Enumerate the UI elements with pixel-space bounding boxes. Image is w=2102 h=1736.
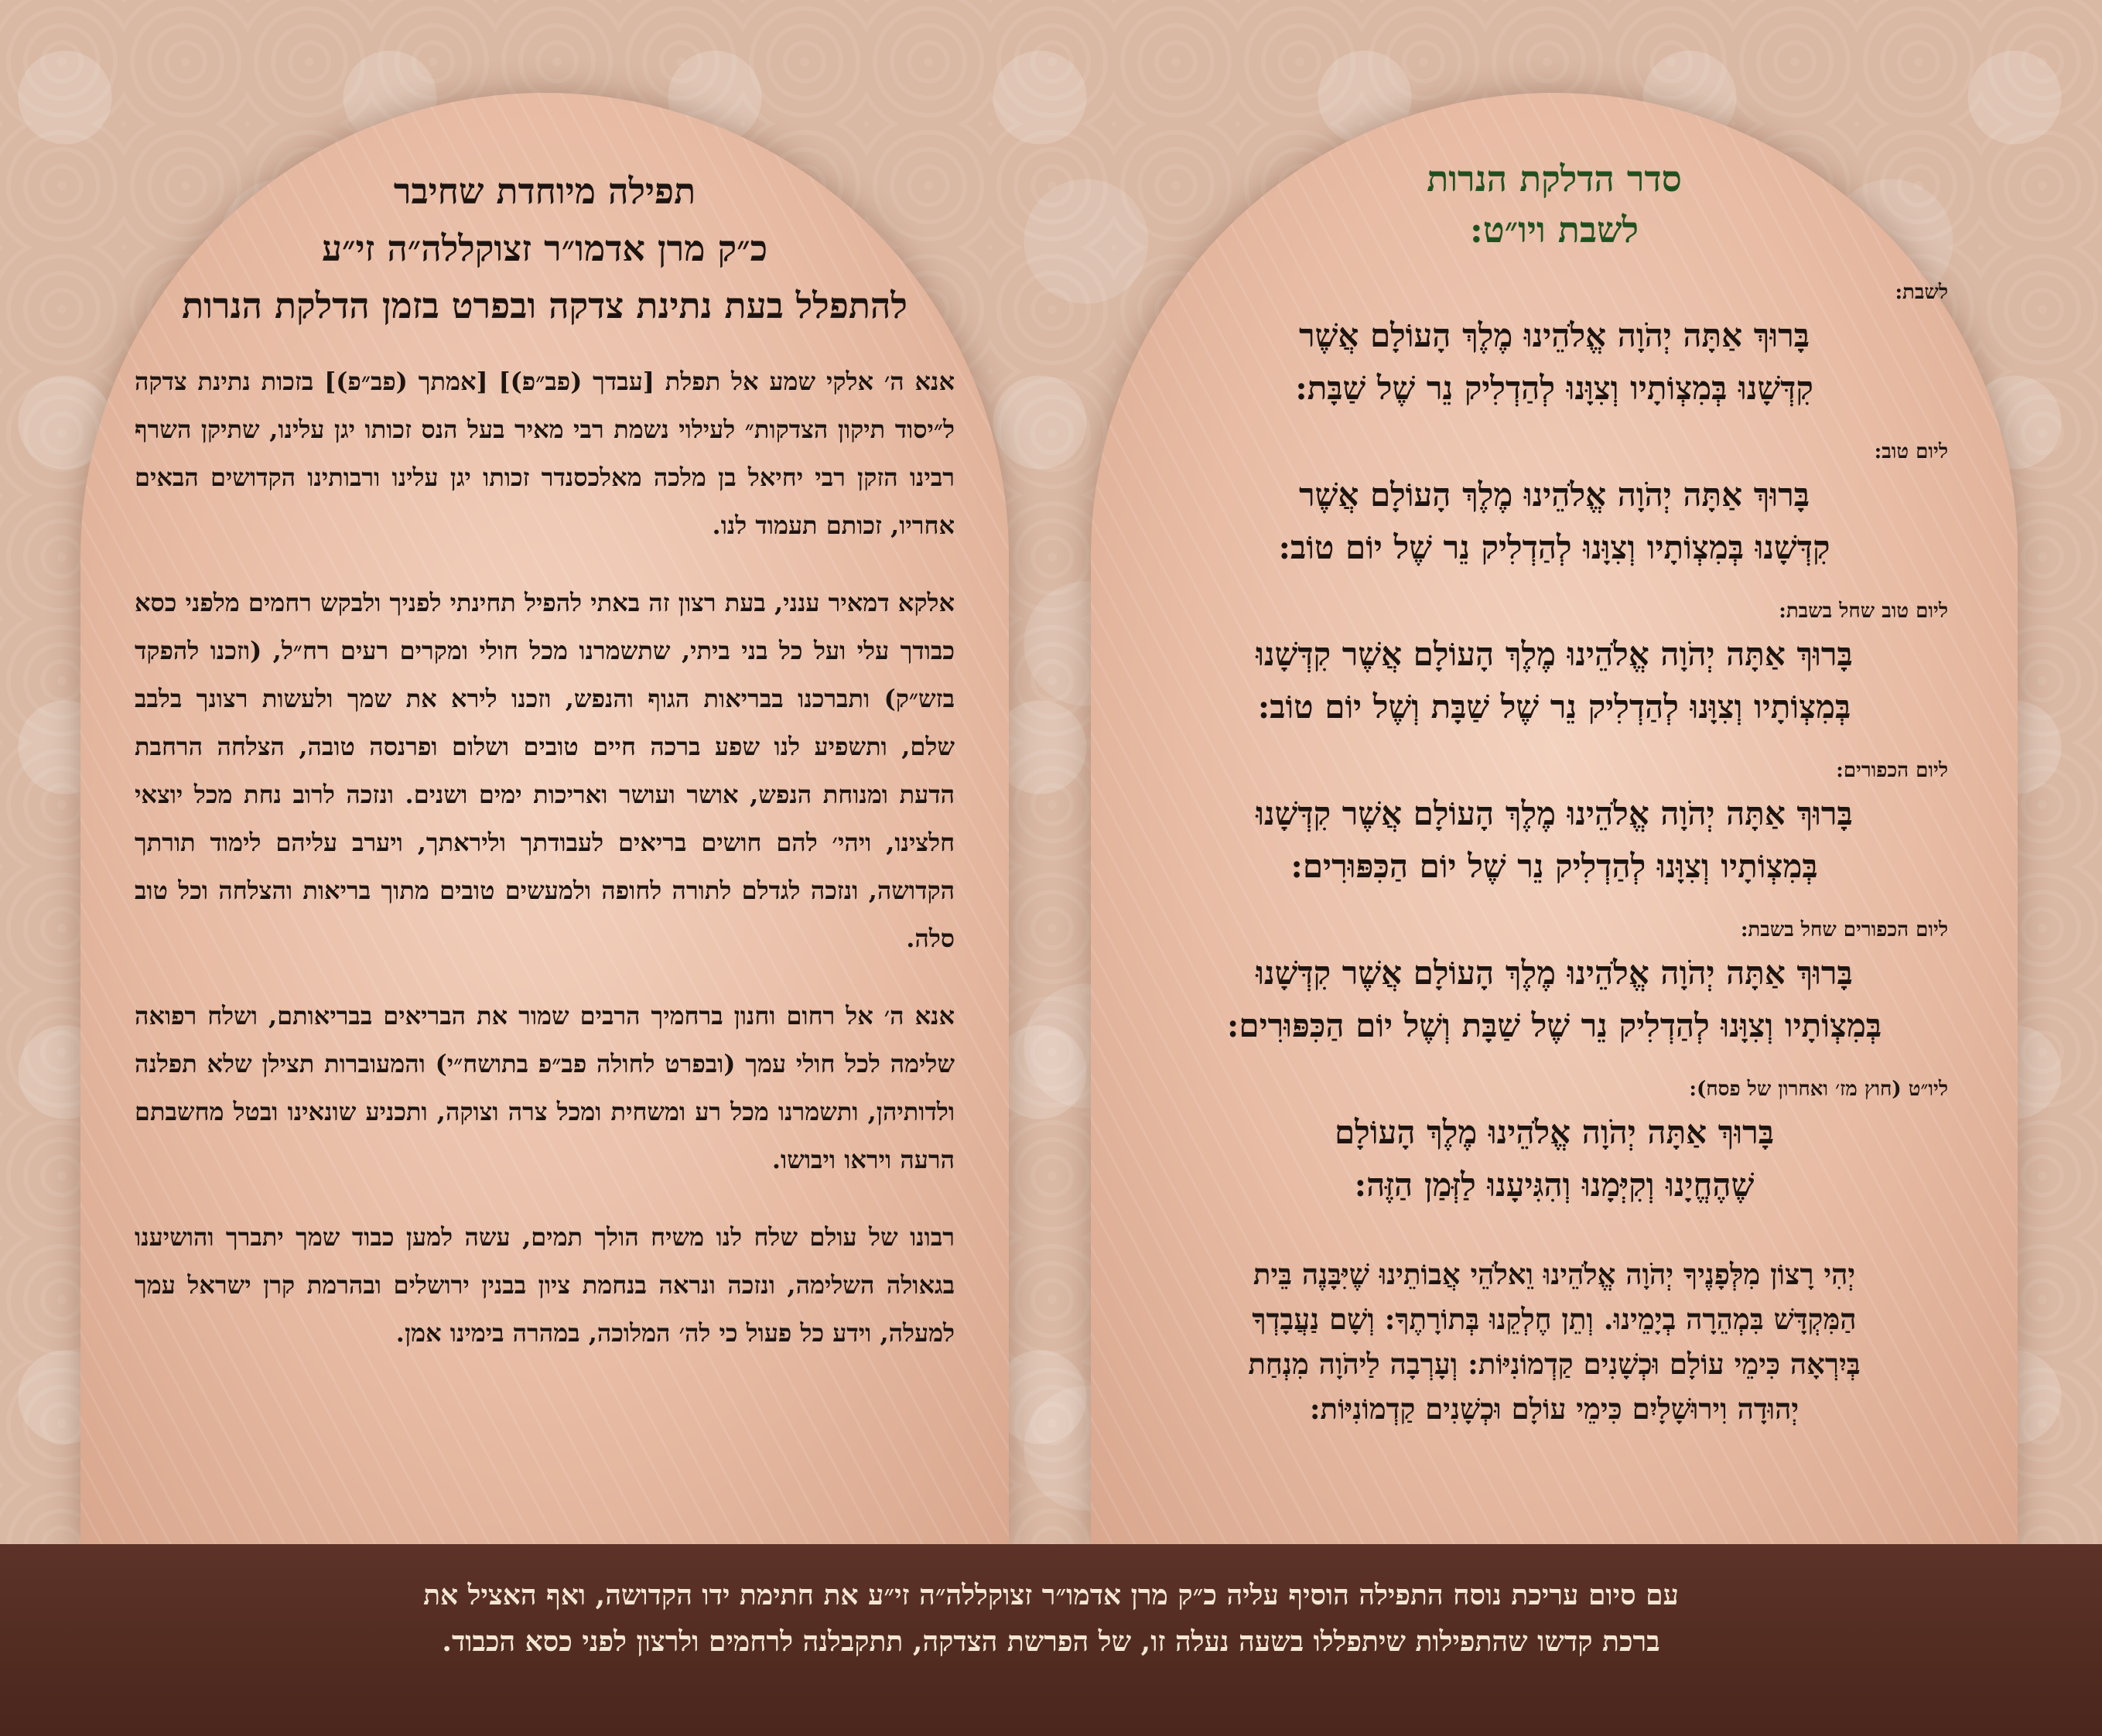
heading-line: תפילה מיוחדת שחיבר bbox=[393, 170, 696, 212]
bracha-line: בָּרוּךְ אַתָּה יְהֹוָה אֱלֹהֵינוּ מֶלֶךְ הָעוֹלָם אֲשֶׁר קִדְּשָׁנוּ bbox=[1256, 954, 1853, 992]
bracha-line: בְּמִצְוֹתָיו וְצִוָּנוּ לְהַדְלִיק נֵר שֶׁל שַׁבָּת וְשֶׁל יוֹם טוֹב: bbox=[1257, 688, 1851, 726]
occasion-label: ליום הכפורים שחל בשבת: bbox=[1740, 918, 1948, 941]
heading-line: להתפלל בעת נתינת צדקה ובפרט בזמן הדלקת הנרות bbox=[182, 285, 907, 326]
yehi-ratzon-line: בְּיִרְאָה כִּימֵי עוֹלָם וּכְשָׁנִים קַדְמוֹנִיּוֹת: וְעָרְבָה לַיהֹוָה מִנְחַת bbox=[1248, 1347, 1861, 1381]
bracha-line: קִדְּשָׁנוּ בְּמִצְוֹתָיו וְצִוָּנוּ לְהַדְלִיק נֵר שֶׁל יוֹם טוֹב: bbox=[1278, 528, 1830, 566]
bracha-line: בָּרוּךְ אַתָּה יְהֹוָה אֱלֹהֵינוּ מֶלֶךְ הָעוֹלָם אֲשֶׁר קִדְּשָׁנוּ bbox=[1256, 795, 1853, 832]
yehi-ratzon-line: הַמִּקְדָּשׁ בִּמְהֵרָה בְיָמֵינוּ. וְתֵן חֶלְקֵנוּ בְּתוֹרָתֶךָ: וְשָׁם נַעֲבָדְךָ bbox=[1252, 1302, 1857, 1336]
bracha-line: בָּרוּךְ אַתָּה יְהֹוָה אֱלֹהֵינוּ מֶלֶךְ הָעוֹלָם אֲשֶׁר bbox=[1298, 316, 1810, 354]
occasion-label: לשבת: bbox=[1895, 281, 1948, 304]
yehi-ratzon-line: יְהוּדָה וִירוּשָׁלָיִם כִּימֵי עוֹלָם וּכְשָׁנִים קַדְמוֹנִיּוֹת: bbox=[1309, 1392, 1800, 1426]
candle-lighting-title bbox=[1145, 153, 1964, 255]
bracha-line: שֶׁהֶחֱיָנוּ וְקִיְּמָנוּ וְהִגִּיעָנוּ לַזְּמַן הַזֶּה: bbox=[1354, 1166, 1755, 1204]
bracha-section-yom-kippur-shabbat bbox=[1145, 916, 1964, 1052]
bracha-line: בָּרוּךְ אַתָּה יְהֹוָה אֱלֹהֵינוּ מֶלֶךְ הָעוֹלָם אֲשֶׁר קִדְּשָׁנוּ bbox=[1256, 635, 1853, 673]
prayer-paragraph: אנא ה׳ אלקי שמע אל תפלת [עבדך (פב״פ)] [אמתך (פב״פ)] בזכות נתינת צדקה ל״יסוד תיקון הצדקות״ לעילוי נשמת רבי מאיר בעל הנס זכותו יגן עלינו, שתיקן השרף רבינו הזקן רבי יחיאל בן מלכה מאלכסנדר זכותו יגן עלינו ורבותינו הקדושים הבאים אחריו, זכותם תעמוד לנו. bbox=[135, 367, 955, 540]
prayer-paragraph: אנא ה׳ אל רחום וחנון ברחמיך הרבים שמור את הבריאים בבריאותם, ושלח רפואה שלימה לכל חולי עמך (ובפרט לחולה פב״פ בתושח״י) והמעוברות תצילן שלא תפלנה ולדותיהן, ותשמרנו מכל רע ומשחית ומכל צרה וצוקה, ותכניע שונאינו ובטל מחשבתם הרעה ויראו ויבושו. bbox=[135, 1001, 955, 1174]
prayer-paragraph: אלקא דמאיר ענני, בעת רצון זה באתי להפיל תחינתי לפניך ולבקש רחמים מלפני כסא כבודך עלי ועל כל בני ביתי, שתשמרנו מכל חולי ומקרים רעים רח״ל, (וזכנו להפקד בזש״ק) ותברכנו בבריאות הגוף והנפש, וזכנו לירא את שמך ולעשות רצונך בלבב שלם, ותשפיע לנו שפע ברכה חיים טובים ושלום ופרנסה טובה, הצלחה הרחבת הדעת ומנוחת הנפש, אושר ועושר ואריכות ימים ושנים. ונזכה לרוב נחת מכל יוצאי חלצינו, ויהי׳ להם חושים בריאים לעבודתך וליראתך, ויערב עליהם לימוד תורתך הקדושה, ונזכה לגדלם לתורה לחופה ולמעשים טובים מתוך בריאות והצלחה וכל טוב סלה. bbox=[135, 588, 955, 953]
bracha-line: בָּרוּךְ אַתָּה יְהֹוָה אֱלֹהֵינוּ מֶלֶךְ הָעוֹלָם אֲשֶׁר bbox=[1298, 476, 1810, 514]
bracha-text bbox=[1145, 788, 1964, 893]
bracha-section-yom-tov bbox=[1145, 438, 1964, 574]
heading-line: כ״ק מרן אדמו״ר זצוקללה״ה זי״ע bbox=[321, 227, 768, 269]
bracha-line: בָּרוּךְ אַתָּה יְהֹוָה אֱלֹהֵינוּ מֶלֶךְ הָעוֹלָם bbox=[1334, 1113, 1775, 1151]
bracha-text bbox=[1145, 628, 1964, 733]
bracha-text bbox=[1145, 1106, 1964, 1211]
bracha-text bbox=[1145, 309, 1964, 415]
left-tablet bbox=[80, 93, 1009, 1549]
bracha-line: בְּמִצְוֹתָיו וְצִוָּנוּ לְהַדְלִיק נֵר שֶׁל שַׁבָּת וְשֶׁל יוֹם הַכִּפּוּרִים: bbox=[1226, 1006, 1882, 1044]
occasion-label: ליום טוב שחל בשבת: bbox=[1779, 600, 1948, 623]
bracha-section-yom-tov-shabbat bbox=[1145, 597, 1964, 733]
yehi-ratzon-line: יְהִי רָצוֹן מִלְּפָנֶיךָ יְהֹוָה אֱלֹהֵינוּ וֵאלֹהֵי אֲבוֹתֵינוּ שֶׁיִּבָּנֶה בֵּית bbox=[1253, 1257, 1856, 1291]
bracha-text bbox=[1145, 469, 1964, 574]
footer-note-line: ברכת קדשו שהתפילות שיתפללו בשעה נעלה זו, של הפרשת הצדקה, תתקבלנה לרחמים ולרצון לפני כסא הכבוד. bbox=[442, 1625, 1660, 1658]
bracha-section-shehecheyanu bbox=[1145, 1075, 1964, 1211]
occasion-label: ליו״ט (חוץ מז׳ ואחרון של פסח): bbox=[1689, 1078, 1948, 1101]
occasion-label: ליום הכפורים: bbox=[1836, 759, 1948, 782]
bracha-text bbox=[1145, 947, 1964, 1052]
bracha-line: קִדְּשָׁנוּ בְּמִצְוֹתָיו וְצִוָּנוּ לְהַדְלִיק נֵר שֶׁל שַׁבָּת: bbox=[1295, 369, 1813, 407]
title-line: סדר הדלקת הנרות bbox=[1427, 158, 1682, 200]
prayer-heading bbox=[135, 162, 955, 334]
yehi-ratzon-text bbox=[1145, 1252, 1964, 1431]
prayer-paragraph: רבונו של עולם שלח לנו משיח הולך תמים, עשה למען כבוד שמך יתברך והושיענו בגאולה השלימה, ונזכה ונראה בנחמת ציון בבנין ירושלים ובהרמת קרן ישראל עמך למעלה, וידע כל פעול כי לה׳ המלוכה, במהרה בימינו אמן. bbox=[135, 1222, 955, 1348]
footer-note-line: עם סיום עריכת נוסח התפילה הוסיף עליה כ״ק מרן אדמו״ר זצוקללה״ה זי״ע את חתימת ידו הקדושה, ואף האציל את bbox=[423, 1579, 1679, 1611]
bracha-section-yom-kippur bbox=[1145, 757, 1964, 893]
title-line: לשבת ויו״ט: bbox=[1469, 209, 1639, 251]
bracha-section-shabbat bbox=[1145, 279, 1964, 415]
bracha-line: בְּמִצְוֹתָיו וְצִוָּנוּ לְהַדְלִיק נֵר שֶׁל יוֹם הַכִּפּוּרִים: bbox=[1290, 847, 1818, 885]
occasion-label: ליום טוב: bbox=[1874, 440, 1948, 463]
right-tablet bbox=[1091, 93, 2018, 1549]
footer-note-bar bbox=[0, 1544, 2102, 1736]
